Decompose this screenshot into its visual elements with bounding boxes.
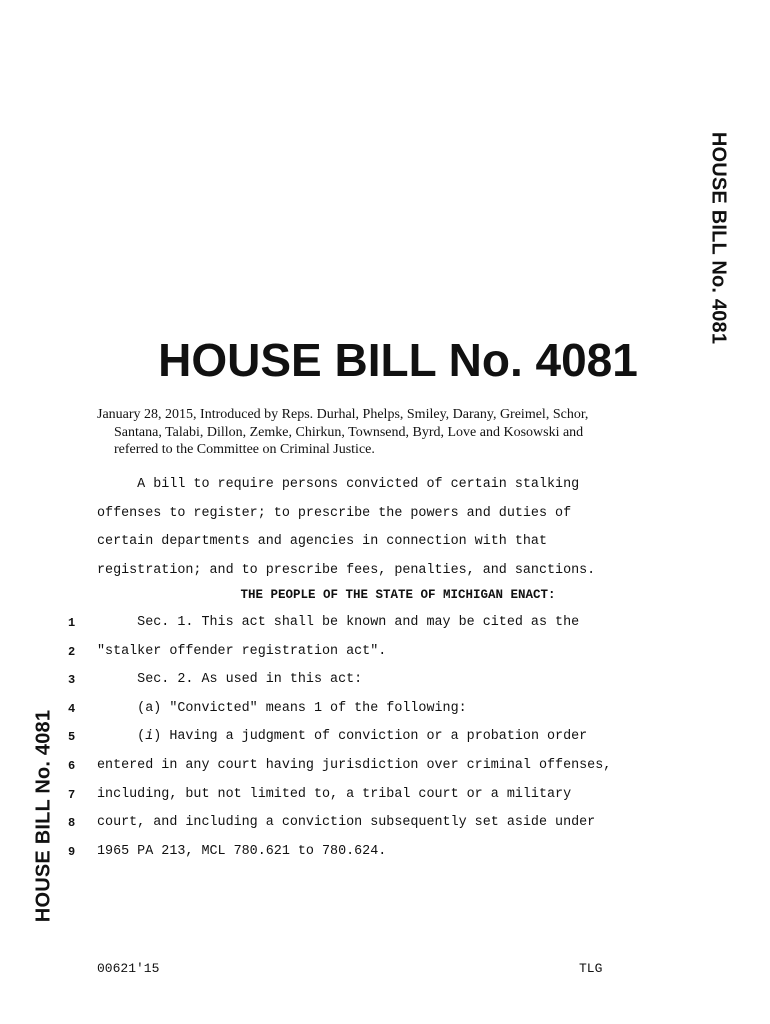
enacting-clause: THE PEOPLE OF THE STATE OF MICHIGAN ENACT: [240,588,556,602]
line-text: Sec. 2. As used in this act: [97,672,363,688]
line-number: 2 [68,644,76,659]
line-text: Sec. 1. This act shall be known and may be cited as the [97,615,580,630]
line-number: 5 [68,730,76,745]
line-number: 9 [68,844,76,859]
numbered-line [68,695,688,724]
numbered-line [68,666,688,695]
numbered-line [68,638,688,667]
line-number: 8 [68,816,76,831]
numbered-line [68,609,688,638]
bill-text [68,609,688,866]
numbered-line [68,752,688,781]
line-number: 7 [68,787,76,802]
bill-title: HOUSE BILL No. 4081 [158,334,638,386]
side-label-left: HOUSE BILL No. 4081 [32,709,55,923]
line-number: 4 [68,701,76,716]
introduction-note: January 28, 2015, Introduced by Reps. Durhal, Phelps, Smiley, Darany, Greimel, Schor, Santana, Talabi, Dillon, Zemke, Chirkun, Townsend, Byrd, Love and Kosowski and referred to the Committee on Criminal Justice. [97,407,589,457]
preamble-line: A bill to require persons convicted of certain stalking [97,477,580,492]
line-text: 1965 PA 213, MCL 780.621 to 780.624. [97,843,387,859]
footer-initials: TLG [579,961,603,976]
numbered-line [68,781,688,810]
line-text: entered in any court having jurisdiction over criminal offenses, [97,757,612,773]
line-text: including, but not limited to, a tribal court or a military [97,786,572,802]
preamble-line: registration; and to prescribe fees, penalties, and sanctions. [97,562,596,578]
line-text: court, and including a conviction subsequently set aside under [97,815,596,831]
bill-preamble [97,471,657,585]
line-text: (i) Having a judgment of conviction or a probation order [97,729,588,745]
footer-document-code: 00621'15 [97,961,160,976]
numbered-line [68,723,688,752]
side-label-right: HOUSE BILL No. 4081 [707,131,730,345]
numbered-line [68,838,688,867]
preamble-line: certain departments and agencies in connection with that [97,534,547,550]
numbered-line [68,809,688,838]
line-number: 3 [68,673,76,688]
line-number: 1 [68,616,76,630]
line-text: "stalker offender registration act". [97,643,387,659]
line-number: 6 [68,758,76,773]
preamble-line: offenses to register; to prescribe the powers and duties of [97,505,572,521]
line-text: (a) "Convicted" means 1 of the following: [97,700,467,716]
